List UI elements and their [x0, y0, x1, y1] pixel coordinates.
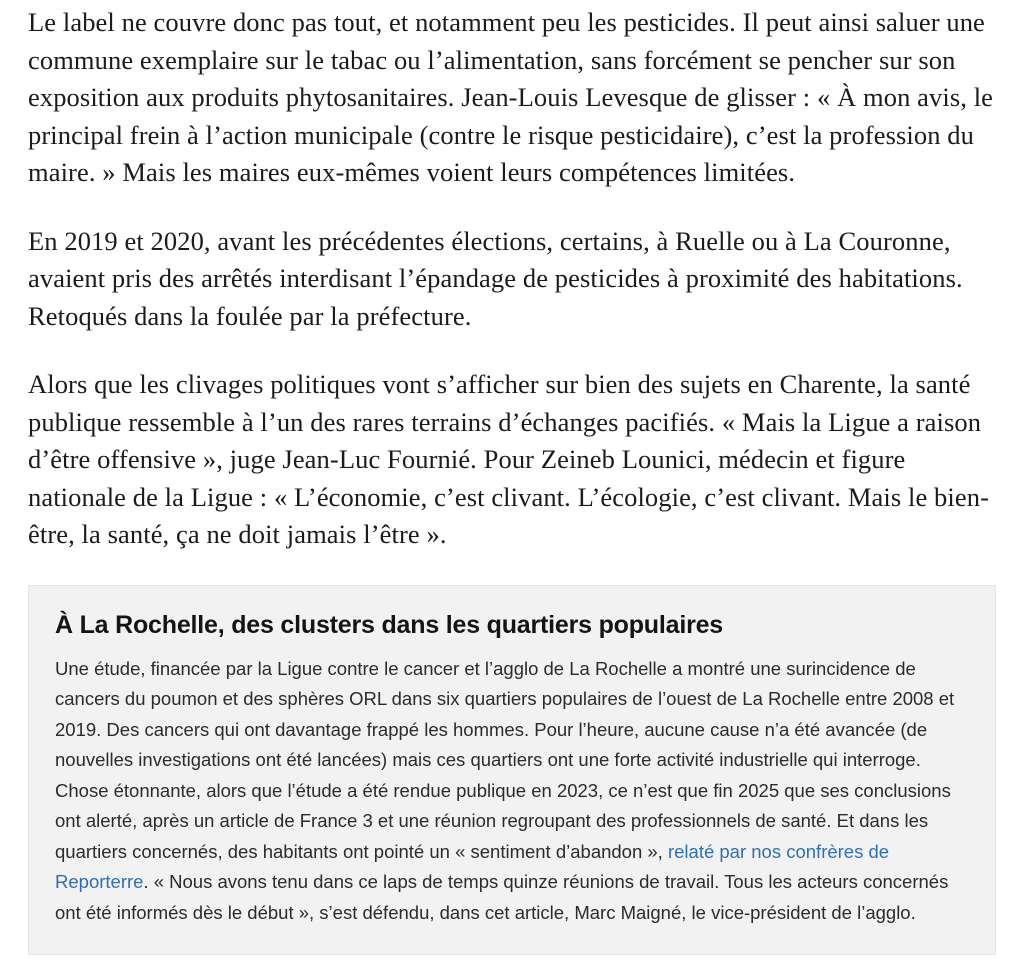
article-paragraph-2: En 2019 et 2020, avant les précédentes élections, certains, à Ruelle ou à La Couronne, avaient pris des arrêtés interdisant l’épandage de pesticides à proximité des habitations. Retoqués dans la foulée par la préfecture. — [28, 225, 963, 331]
article-paragraph-1: Le label ne couvre donc pas tout, et notamment peu les pesticides. Il peut ainsi saluer une commune exemplaire sur le tabac ou l’alimentation, sans forcément se pencher sur son exposition aux produits phytosanitaires. Jean-Louis Levesque de glisser : « À mon avis, le principal frein à l’action municipale (contre le risque pesticidaire), c’est la profession du maire. » Mais les maires eux-mêmes voient leurs compétences limitées. — [28, 7, 994, 187]
article-paragraph-3: Alors que les clivages politiques vont s’afficher sur bien des sujets en Charente, la santé publique ressemble à l’un des rares terrains d’échanges pacifiés. « Mais la Ligue a raison d’être offensive », juge Jean-Luc Fournié. Pour Zeineb Lounici, médecin et figure nationale de la Ligue : « L’économie, c’est clivant. L’écologie, c’est clivant. Mais le bien-être, la santé, ça ne doit jamais l’être ». — [28, 369, 990, 549]
reporterre-link[interactable]: relaté par nos confrères de Reporterre — [55, 840, 890, 892]
bottom-spacer — [28, 955, 996, 977]
sidebar-callout-box — [28, 585, 996, 956]
callout-text-before-link: Une étude, financée par la Ligue contre le cancer et l’agglo de La Rochelle a montré une surincidence de cancers du poumon et des sphères ORL dans six quartiers populaires de l’ouest de La Rochelle entre 2008 et 2019. Des cancers qui ont davantage frappé les hommes. Pour l’heure, aucune cause n’a été avancée (de nouvelles investigations ont été lancées) mais ces quartiers ont une forte activité industrielle qui interroge. Chose étonnante, alors que l’étude a été rendue publique en 2023, ce n’est que fin 2025 que ses conclusions ont alerté, après un article de France 3 et une réunion regroupant des professionnels de santé. Et dans les quartiers concernés, des habitants ont pointé un « sentiment d’abandon », — [55, 657, 955, 862]
callout-text — [55, 654, 969, 929]
article-body — [28, 0, 996, 554]
callout-text-after-link: . « Nous avons tenu dans ce laps de temps quinze réunions de travail. Tous les acteurs concernés ont été informés dès le début », s’est défendu, dans cet article, Marc Maigné, le vice-président de l’agglo. — [55, 871, 949, 923]
callout-title: À La Rochelle, des clusters dans les quartiers populaires — [55, 610, 724, 639]
